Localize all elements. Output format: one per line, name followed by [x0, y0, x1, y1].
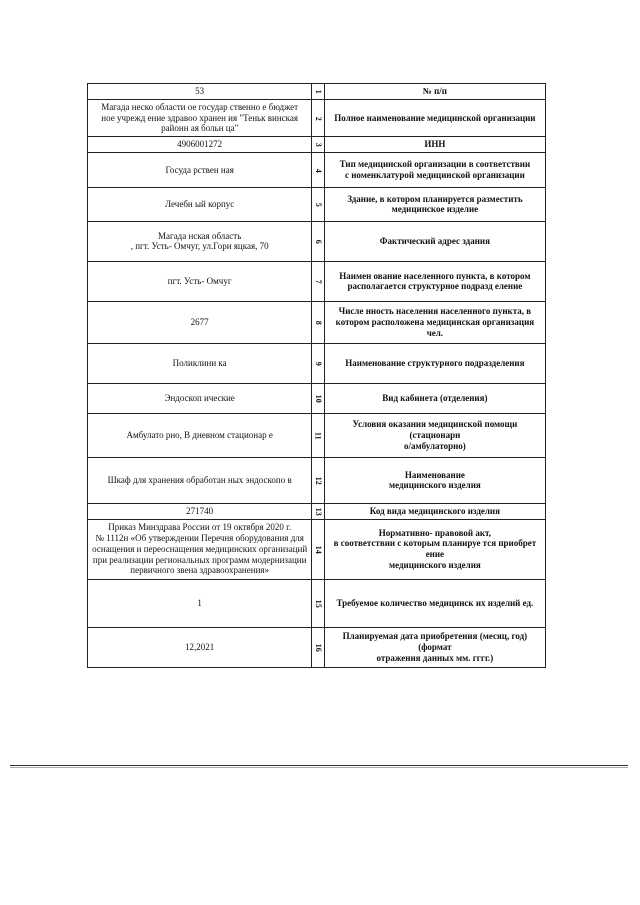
- row-value-cell: [88, 221, 312, 261]
- page-bottom-rule: [10, 765, 628, 766]
- row-number: 16: [313, 643, 323, 652]
- table-row: [88, 261, 546, 301]
- row-value-cell: [88, 579, 312, 627]
- row-value-cell: [88, 343, 312, 383]
- row-header: Полное наименование медицинской организации: [334, 112, 536, 123]
- row-number-cell: [312, 579, 324, 627]
- row-number-cell: [312, 383, 324, 413]
- row-value: Поликлини ка: [172, 358, 227, 369]
- row-number-cell: [312, 457, 324, 503]
- row-number: 11: [313, 432, 323, 440]
- row-header-cell: [324, 187, 545, 221]
- row-number-cell: [312, 343, 324, 383]
- row-header: Тип медицинской организации в соответствии с номенклатурой медицинской организации: [339, 159, 531, 180]
- row-number-cell: [312, 519, 324, 579]
- row-number: 4: [313, 168, 323, 173]
- row-value: Приказ Минздрава России от 19 октября 2020 г. № 1112н «Об утверждении Перечня оборудования для оснащения и переоснащения медицинских организаций при реализации региональных программ модернизации первичного звена здравоохранения»: [92, 522, 308, 576]
- table-row: [88, 579, 546, 627]
- row-header: Нормативно- правовой акт, в соответствии с которым планируе тся приобрет ение медицинского изделия: [333, 527, 537, 571]
- row-header-cell: [324, 519, 545, 579]
- table-row: [88, 99, 546, 136]
- row-value-cell: [88, 84, 312, 100]
- row-value: Магада неско области ое государ ственно е бюджет ное учрежд ение здравоо хранен ия "Теньк винская районн ая больн ца": [101, 101, 299, 134]
- row-value-cell: [88, 99, 312, 136]
- row-header: Наимен ование населенного пункта, в котором располагается структурное подразд еление: [339, 270, 531, 292]
- row-value: 271740: [186, 505, 214, 516]
- table-row: [88, 187, 546, 221]
- row-value: Амбулато рно, В дневном стационар е: [126, 430, 273, 441]
- row-number: 5: [313, 202, 323, 207]
- row-header: ИНН: [424, 139, 446, 150]
- row-number: 3: [313, 142, 323, 147]
- row-value: Шкаф для хранения обработан ных эндоскопо в: [107, 475, 292, 486]
- row-number: 15: [313, 599, 323, 608]
- row-number: 9: [313, 361, 323, 366]
- row-header-cell: [324, 383, 545, 413]
- row-number: 6: [313, 239, 323, 244]
- row-header: Требуемое количество медицинск их изделий ед.: [336, 597, 534, 608]
- row-value-cell: [88, 457, 312, 503]
- table-row: [88, 343, 546, 383]
- application-table-body: [88, 84, 546, 668]
- row-value-cell: [88, 413, 312, 457]
- row-header: Код вида медицинского изделия: [369, 505, 500, 516]
- row-number: 12: [313, 476, 323, 485]
- row-number-cell: [312, 152, 324, 187]
- row-header: Наименование медицинского изделия: [388, 469, 481, 491]
- row-header-cell: [324, 627, 545, 667]
- table-row: [88, 503, 546, 519]
- table-row: [88, 221, 546, 261]
- application-table: [87, 83, 546, 668]
- row-header-cell: [324, 579, 545, 627]
- row-value: Магада нская область , пгт. Усть- Омчуг, ул.Гори яцкая, 70: [130, 230, 269, 252]
- row-header-cell: [324, 84, 545, 100]
- table-row: [88, 519, 546, 579]
- table-row: [88, 457, 546, 503]
- table-row: [88, 137, 546, 153]
- row-number-cell: [312, 627, 324, 667]
- row-value-cell: [88, 152, 312, 187]
- row-number: 10: [313, 394, 323, 403]
- row-header: Наименование структурного подразделения: [345, 358, 525, 369]
- row-number: 13: [313, 507, 323, 516]
- row-value: 4906001272: [177, 139, 223, 150]
- row-number-cell: [312, 99, 324, 136]
- row-value-cell: [88, 301, 312, 343]
- row-header-cell: [324, 221, 545, 261]
- row-header-cell: [324, 503, 545, 519]
- row-header: № п/п: [422, 86, 447, 96]
- row-value: 12,2021: [185, 641, 215, 652]
- row-value: 1: [197, 597, 202, 608]
- row-number-cell: [312, 503, 324, 519]
- row-number: 1: [313, 89, 323, 94]
- row-header: Вид кабинета (отделения): [382, 393, 488, 404]
- row-number: 7: [313, 279, 323, 284]
- row-header: Условия оказания медицинской помощи (стационарн о/амбулаторно): [352, 419, 518, 451]
- table-row: [88, 627, 546, 667]
- row-value: Лечебн ый корпус: [164, 199, 235, 210]
- row-header-cell: [324, 301, 545, 343]
- table-row: [88, 84, 546, 100]
- row-value: Госуда рствен ная: [165, 164, 234, 175]
- row-header: Фактический адрес здания: [379, 236, 490, 247]
- row-number: 8: [313, 320, 323, 325]
- row-value: Эндоскоп ические: [164, 393, 235, 404]
- row-header: Планируемая дата приобретения (месяц, год) (формат отражения данных мм. гггг.): [342, 631, 528, 663]
- table-row: [88, 383, 546, 413]
- row-number-cell: [312, 137, 324, 153]
- row-header-cell: [324, 343, 545, 383]
- row-value-cell: [88, 627, 312, 667]
- table-row: [88, 152, 546, 187]
- row-number-cell: [312, 261, 324, 301]
- row-header-cell: [324, 152, 545, 187]
- row-value-cell: [88, 503, 312, 519]
- row-value-cell: [88, 261, 312, 301]
- row-number-cell: [312, 221, 324, 261]
- table-row: [88, 413, 546, 457]
- row-header-cell: [324, 99, 545, 136]
- row-header: Здание, в котором планируется разместить медицинское изделие: [347, 193, 523, 215]
- row-value-cell: [88, 187, 312, 221]
- row-number-cell: [312, 84, 324, 100]
- row-number: 14: [313, 545, 323, 554]
- row-header: Числе нность населения населенного пункта, в котором расположена медицинская организация чел.: [335, 306, 535, 338]
- row-header-cell: [324, 413, 545, 457]
- table-row: [88, 301, 546, 343]
- row-number-cell: [312, 301, 324, 343]
- row-header-cell: [324, 457, 545, 503]
- row-number-cell: [312, 187, 324, 221]
- row-header-cell: [324, 137, 545, 153]
- row-value-cell: [88, 383, 312, 413]
- row-number: 2: [313, 116, 323, 121]
- page-bottom-rule-shadow: [10, 767, 628, 768]
- row-header-cell: [324, 261, 545, 301]
- row-number-cell: [312, 413, 324, 457]
- row-value-cell: [88, 519, 312, 579]
- row-value: 2677: [190, 317, 209, 328]
- row-value: пгт. Усть- Омчуг: [167, 276, 232, 287]
- row-value-cell: [88, 137, 312, 153]
- row-value: 53: [195, 86, 205, 96]
